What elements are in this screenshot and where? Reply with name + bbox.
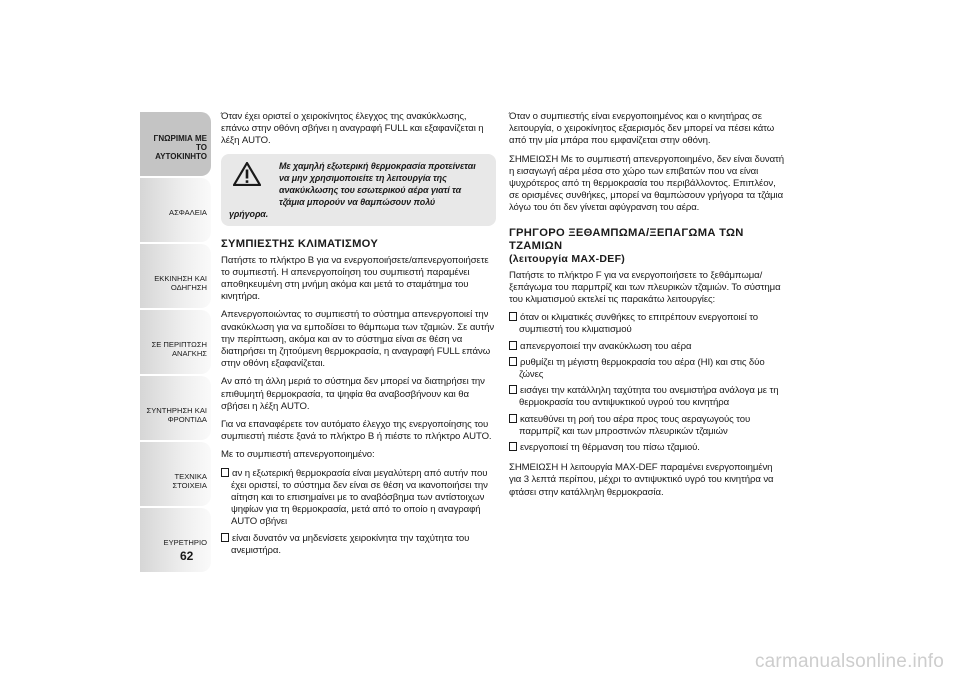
section-heading-sub: (λειτουργία MAX-DEF)	[509, 252, 626, 265]
tab-starting-driving[interactable]	[140, 244, 211, 308]
tab-label: ΣΕ ΠΕΡΙΠΤΩΣΗ ΑΝΑΓΚΗΣ	[151, 340, 207, 358]
list-item: εισάγει την κατάλληλη ταχύτητα του ανεμιστήρα ανάλογα με τη θερμοκρασία του αντιψυκτικού υγρού του κινητήρα	[509, 385, 784, 409]
checkbox-bullet-icon	[509, 414, 517, 423]
tab-maintenance[interactable]	[140, 376, 211, 440]
tab-label: ΣΥΝΤΗΡΗΣΗ ΚΑΙ ΦΡΟΝΤΙΔΑ	[146, 406, 207, 424]
checkbox-bullet-icon	[509, 312, 517, 321]
tab-emergency[interactable]	[140, 310, 211, 374]
checkbox-bullet-icon	[221, 533, 229, 542]
tab-label: ΕΥΡΕΤΗΡΙΟ	[163, 538, 207, 547]
tab-label: ΑΣΦΑΛΕΙΑ	[169, 208, 207, 217]
paragraph: Απενεργοποιώντας το συμπιεστή το σύστημα απενεργοποιεί την ανακύκλωση για να εμποδίσει το θάμπωμα των τζαμιών. Σε αυτήν την περίπτωση, ακόμα και αν το σύστημα είναι σε θέση να διατηρήσει τη ζητούμενη θερμοκρασία, η αναγραφή FULL επάνω στην οθόνη εξαφανίζεται.	[221, 309, 495, 370]
tab-technical-data[interactable]	[140, 442, 211, 506]
paragraph: Πατήστε το πλήκτρο F για να ενεργοποιήσετε το ξεθάμπωμα/ ξεπάγωμα του παρμπρίζ και των πλευρικών τζαμιών. Το σύστημα του κλιματισμού εκτελεί τις παρακάτω λειτουργίες:	[509, 269, 781, 306]
intro-paragraph: Όταν έχει οριστεί ο χειροκίνητος έλεγχος της ανακύκλωσης, επάνω στην οθόνη σβήνει η αναγραφή FULL και εξαφανίζεται η λέξη AUTO.	[221, 111, 484, 147]
list-item: είναι δυνατόν να μηδενίσετε χειροκίνητα την ταχύτητα του ανεμιστήρα.	[221, 533, 496, 557]
list-item: αν η εξωτερική θερμοκρασία είναι μεγαλύτερη από αυτήν που έχει οριστεί, το σύστημα δεν είναι σε θέση να ικανοποιήσει την αίτηση και το επισημαίνει με το αναβόσβημα των αντίστοιχων ψηφίων για τη θερμοκρασία, μετά από το οποίο η αναγραφή AUTO σβήνει	[221, 468, 496, 529]
list-item: απενεργοποιεί την ανακύκλωση του αέρα	[509, 341, 784, 353]
tab-label: ΤΕΧΝΙΚΑ ΣΤΟΙΧΕΙΑ	[172, 472, 207, 490]
checkbox-bullet-icon	[509, 357, 517, 366]
warning-text: Με χαμηλή εξωτερική θερμοκρασία προτείνεται να μην χρησιμοποιείτε τη λειτουργία της ανακύκλωσης του εσωτερικού αέρα γιατί τα τζάμια μπορούν να θαμπώσουν πολύ	[279, 160, 476, 207]
chapter-sidebar	[140, 112, 211, 574]
list-item: κατευθύνει τη ροή του αέρα προς τους αεραγωγούς του παρμπρίζ και των μπροστινών πλευρικών τζαμιών	[509, 414, 784, 438]
paragraph: Για να επαναφέρετε τον αυτόματο έλεγχο της ενεργοποίησης του συμπιεστή πιέστε ξανά το πλήκτρο B ή πιέστε το πλήκτρο AUTO.	[221, 419, 492, 443]
paragraph: Πατήστε το πλήκτρο B για να ενεργοποιήσετε/απενεργοποιήσετε το συμπιεστή. Η απενεργοποίηση του συμπιεστή παραμένει αποθηκευμένη στη μνήμη ακόμα και μετά το σταμάτημα του κινητήρα.	[221, 254, 489, 303]
page-number: 62	[180, 549, 194, 563]
tab-safety[interactable]	[140, 178, 211, 242]
paragraph: Όταν ο συμπιεστής είναι ενεργοποιημένος και ο κινητήρας σε λειτουργία, ο χειροκίνητος εξαερισμός δεν μπορεί να πέσει κάτω από την μία μπάρα που εμφανίζεται στην οθόνη.	[509, 111, 775, 147]
section-heading-compressor: ΣΥΜΠΙΕΣΤΗΣ ΚΛΙΜΑΤΙΣΜΟΥ	[221, 237, 379, 250]
tab-index[interactable]	[140, 508, 211, 572]
note-paragraph: ΣΗΜΕΙΩΣΗ Με το συμπιεστή απενεργοποιημένο, δεν είναι δυνατή η εισαγωγή αέρα μέσα στο χώρο των επιβατών που να είναι ψυχρότερος από τη θερμοκρασία του περιβάλλοντος. Επιπλέον, σε ορισμένες συνθήκες, μπορεί να θαμπώσουν γρήγορα τα τζάμια λόγω του ότι δεν γίνεται αφύγρανση του αέρα.	[509, 153, 784, 214]
section-heading-defrost: ΓΡΗΓΟΡΟ ΞΕΘΑΜΠΩΜΑ/ΞΕΠΑΓΩΜΑ ΤΩΝ ΤΖΑΜΙΩΝ (λειτουργία MAX-DEF)	[509, 226, 744, 265]
warning-box	[221, 154, 496, 226]
left-column	[221, 111, 496, 561]
checkbox-bullet-icon	[509, 442, 517, 451]
tab-label: ΓΝΩΡΙΜΙΑ ΜΕ ΤΟ ΑΥΤΟΚΙΝΗΤΟ	[153, 134, 207, 161]
list-item: όταν οι κλιματικές συνθήκες το επιτρέπουν ενεργοποιεί το συμπιεστή του κλιματισμού	[509, 312, 784, 336]
checkbox-bullet-icon	[509, 385, 517, 394]
checkbox-bullet-icon	[509, 341, 517, 350]
tab-label: ΕΚΚΙΝΗΣΗ ΚΑΙ ΟΔΗΓΗΣΗ	[154, 274, 207, 292]
warning-triangle-icon	[233, 162, 261, 186]
watermark: carmanualsonline.info	[754, 651, 944, 672]
paragraph: Με το συμπιεστή απενεργοποιημένο:	[221, 449, 375, 461]
tab-getting-to-know[interactable]	[140, 112, 211, 176]
paragraph: Αν από τη άλλη μεριά το σύστημα δεν μπορεί να διατηρήσει την επιθυμητή θερμοκρασία, τα ψηφία θα αναβοσβήνουν και θα σβήσει η λέξη AUTO.	[221, 376, 485, 412]
list-item: ρυθμίζει τη μέγιστη θερμοκρασία του αέρα (HI) και στις δύο ζώνες	[509, 357, 784, 381]
note-paragraph: ΣΗΜΕΙΩΣΗ Η λειτουργία MAX-DEF παραμένει ενεργοποιημένη για 3 λεπτά περίπου, μέχρι το αντιψυκτικό υγρό του κινητήρα να φτάσει στην κατάλληλη θερμοκρασία.	[509, 462, 774, 498]
right-column	[509, 111, 784, 505]
warning-text-end: γρήγορα.	[229, 208, 269, 219]
list-item: ενεργοποιεί τη θέρμανση του πίσω τζαμιού.	[509, 442, 784, 454]
checkbox-bullet-icon	[221, 468, 229, 477]
